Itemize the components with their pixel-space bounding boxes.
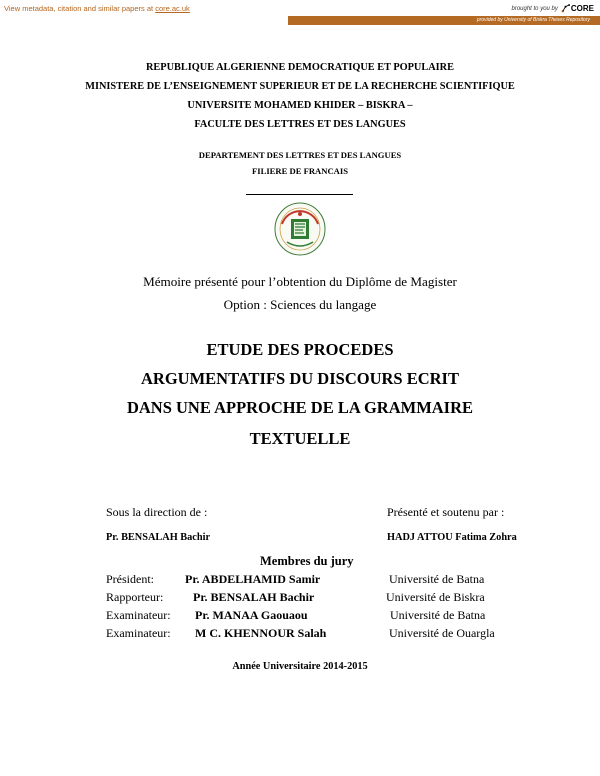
filiere-heading: FILIERE DE FRANCAIS <box>252 166 348 176</box>
academic-year: Année Universitaire 2014-2015 <box>232 661 368 672</box>
jury-member-name: Pr. ABDELHAMID Samir <box>185 572 321 586</box>
core-banner <box>0 0 600 26</box>
ministry-heading: MINISTERE DE L’ENSEIGNEMENT SUPERIEUR ET DE LA RECHERCHE SCIENTIFIQUE <box>85 81 515 92</box>
jury-row <box>0 590 600 606</box>
jury-row <box>0 626 600 642</box>
jury-university: Université de Batna <box>390 608 486 622</box>
brought-by-text: brought to you by <box>511 5 558 12</box>
core-logo-icon <box>561 4 570 13</box>
core-link-domain[interactable]: core.ac.uk <box>155 4 190 13</box>
header-divider <box>246 194 353 195</box>
thesis-title-line-3: DANS UNE APPROCHE DE LA GRAMMAIRE <box>126 398 474 417</box>
jury-member-name: M C. KHENNOUR Salah <box>195 626 327 640</box>
core-link-text: View metadata, citation and similar papers at <box>4 4 156 13</box>
presented-label: Présenté et soutenu par : <box>387 505 505 519</box>
jury-university: Université de Ouargla <box>389 626 495 640</box>
republic-heading: REPUBLIQUE ALGERIENNE DEMOCRATIQUE ET POPULAIRE <box>145 62 454 73</box>
faculty-heading: FACULTE DES LETTRES ET DES LANGUES <box>194 119 406 130</box>
thesis-title-line-4: TEXTUELLE <box>249 429 351 448</box>
university-seal-icon <box>273 202 327 256</box>
jury-role: Examinateur: <box>106 608 171 622</box>
jury-role: Président: <box>106 572 154 586</box>
jury-member-name: Pr. MANAA Gaouaou <box>195 608 308 622</box>
memoire-line: Mémoire présenté pour l’obtention du Diplôme de Magister <box>143 274 457 289</box>
jury-member-name: Pr. BENSALAH Bachir <box>193 590 315 604</box>
jury-university: Université de Batna <box>389 572 485 586</box>
direction-label: Sous la direction de : <box>106 505 208 519</box>
core-logo-text: CORE <box>570 4 594 13</box>
director-name: Pr. BENSALAH Bachir <box>106 532 211 543</box>
jury-university: Université de Biskra <box>386 590 485 604</box>
core-logo[interactable] <box>561 4 594 13</box>
core-metadata-link[interactable] <box>4 4 190 13</box>
jury-role: Rapporteur: <box>106 590 164 604</box>
jury-row <box>0 572 600 588</box>
author-name: HADJ ATTOU Fatima Zohra <box>387 532 517 543</box>
provided-by-text: provided by University of Biskra Theses Repository <box>476 17 590 23</box>
jury-heading: Membres du jury <box>260 554 354 568</box>
option-line: Option : Sciences du langage <box>223 297 377 312</box>
thesis-title-line-2: ARGUMENTATIFS DU DISCOURS ECRIT <box>141 369 459 388</box>
jury-role: Examinateur: <box>106 626 171 640</box>
university-heading: UNIVERSITE MOHAMED KHIDER – BISKRA – <box>187 100 413 111</box>
core-brought-by <box>512 4 595 13</box>
jury-row <box>0 608 600 624</box>
thesis-title-line-1: ETUDE DES PROCEDES <box>206 340 394 359</box>
department-heading: DEPARTEMENT DES LETTRES ET DES LANGUES <box>198 150 402 160</box>
core-provided-strip <box>288 16 600 25</box>
